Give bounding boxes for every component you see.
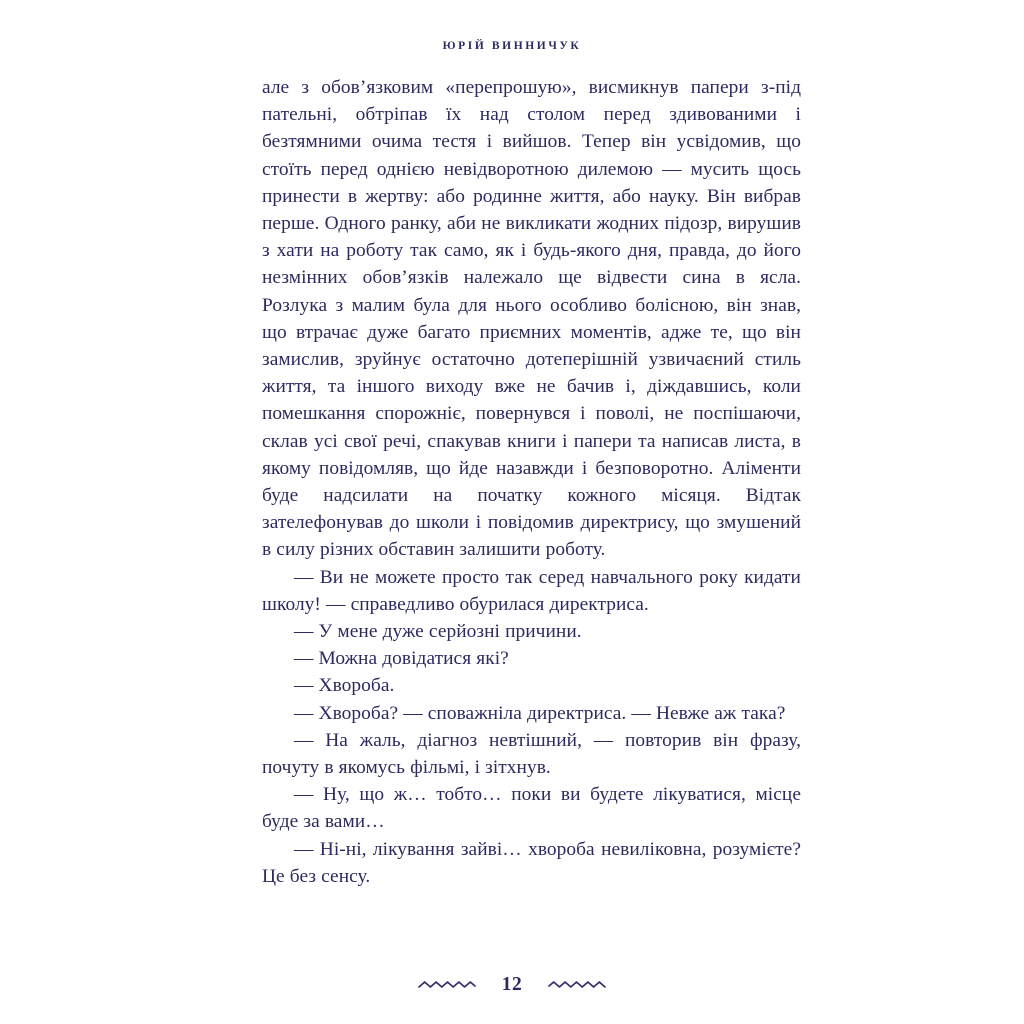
- paragraph-9: — Ні-ні, лікування зайві… хвороба невиліковна, розумієте? Це без сенсу.: [262, 838, 801, 887]
- running-head-text: ЮРІЙ ВИННИЧУК: [442, 40, 582, 52]
- paragraph-2: — Ви не можете просто так серед навчального року кидати школу! — справедливо обурилася директриса.: [262, 566, 801, 615]
- paragraph-7: — На жаль, діагноз невтішний, — повторив він фразу, почуту в якомусь фільмі, і зітхнув.: [262, 729, 801, 779]
- paragraph-8: — Ну, що ж… тобто… поки ви будете лікуватися, місце буде за вами…: [262, 784, 801, 833]
- paragraph-1: але з обов’язковим «перепрошую», висмикнув папери з-під пательні, обтріпав їх над столом перед здивованими і безтямними очима тестя і вийшов. Тепер він усвідомив, що стоїть перед однією невідворотною дилемою — мусить щось принести в жертву: або родинне життя, або науку. Він вибрав перше. Одного ранку, аби не викликати жодних підозр, вирушив з хати на роботу так само, як і будь-якого дня, правда, до його незмінних обов’язків належало ще відвести сина в ясла. Розлука з малим була для нього особливо болісною, він знав, що втрачає дуже багато приємних моментів, адже те, що він замислив, зруйнує остаточно дотеперішній узвичаєний стиль життя, та іншого виходу вже не бачив і, діждавшись, коли помешкання спорожніє, повернувся і поволі, не поспішаючи, склав усі свої речі, спакував книги і папери та написав листа, в якому повідомляв, що йде назавжди і безповоротно. Аліменти буде надсилати на початку кожного місяця. Відтак зателефонував до школи і повідомив директрису, що змушений в силу різних обставин залишити роботу.: [262, 77, 801, 561]
- page-number: 12: [501, 973, 523, 995]
- wave-ornament-left: [418, 978, 476, 992]
- paragraph-3: — У мене дуже серйозні причини.: [294, 621, 582, 643]
- paragraph-4: — Можна довідатися які?: [294, 648, 509, 670]
- running-head: [0, 36, 1024, 54]
- paragraph-5: — Хвороба.: [294, 675, 395, 697]
- paragraph-6: — Хвороба? — споважніла директриса. — Невже аж така?: [294, 702, 786, 724]
- text-column: [262, 74, 801, 890]
- wave-ornament-right: [548, 978, 606, 992]
- page-footer: [0, 975, 1024, 997]
